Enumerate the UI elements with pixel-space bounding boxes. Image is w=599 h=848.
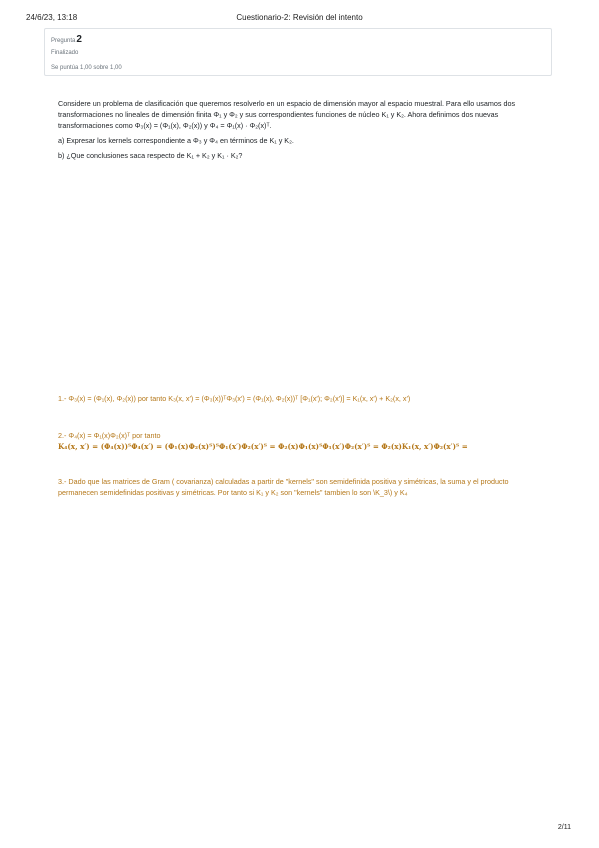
question-info-box [44, 28, 552, 76]
answer-line-2-intro: 2.- Φ₄(x) = Φ₁(x)Φ₂(x)ᵀ por tanto [58, 431, 161, 440]
page-title: Cuestionario-2: Revisión del intento [236, 13, 363, 22]
answer-line-3: 3.- Dado que las matrices de Gram ( covarianza) calculadas a partir de "kernels" son semidefinida positiva y simétricas, la suma y el producto permanecen semidefinidas positivas y simétricas. Por tanto si K₁ y K₂ son "kernels" tambien lo son \K_3\) y K₄ [58, 477, 509, 497]
question-grade: Se puntúa 1,00 sobre 1,00 [51, 65, 122, 71]
page-number: 2/11 [557, 824, 571, 831]
question-intro: Considere un problema de clasificación que queremos resolverlo en un espacio de dimensión mayor al espacio muestral. Para ello usamos dos transformaciones no lineales de dimensión finita Φ₁ y Φ₂ y sus correspondientes funciones de núcleo K₁ y K₂. Ahora definimos dos nuevas transformaciones como Φ₃(x) = (Φ₁(x), Φ₂(x)) y Φ₄ = Φ₁(x) · Φ₂(x)ᵀ. [58, 99, 516, 130]
question-number-value: 2 [76, 34, 82, 45]
question-status: Finalizado [51, 50, 79, 56]
question-part-a: a) Expresar los kernels correspondiente a Φ₃ y Φ₄ en términos de K₁ y K₂. [58, 136, 294, 145]
question-label: Pregunta [51, 38, 76, 44]
question-part-b: b) ¿Que conclusiones saca respecto de K₁ + K₂ y K₁ · K₂? [58, 151, 243, 160]
print-date: 24/6/23, 13:18 [26, 13, 78, 22]
question-number [51, 34, 82, 45]
answer-line-2-formula: K₄(x, x′) = (Φ₄(x))ᵀΦ₄(x′) = (Φ₁(x)Φ₂(x)ᵀ)ᵀΦ₁(x′)Φ₂(x′)ᵀ = Φ₂(x)Φ₁(x)ᵀΦ₁(x′)Φ₂(x′)ᵀ = Φ₂(x)K₁(x, x′)Φ₂(x′)ᵀ = [58, 442, 468, 451]
answer-line-1: 1.- Φ₃(x) = (Φ₁(x), Φ₂(x)) por tanto K₃(x, x′) = (Φ₃(x))ᵀΦ₃(x′) = (Φ₁(x), Φ₂(x))ᵀ [Φ₁(x′); Φ₂(x′)] = K₁(x, x′) + K₂(x, x′) [58, 394, 411, 403]
question-text [58, 98, 550, 165]
